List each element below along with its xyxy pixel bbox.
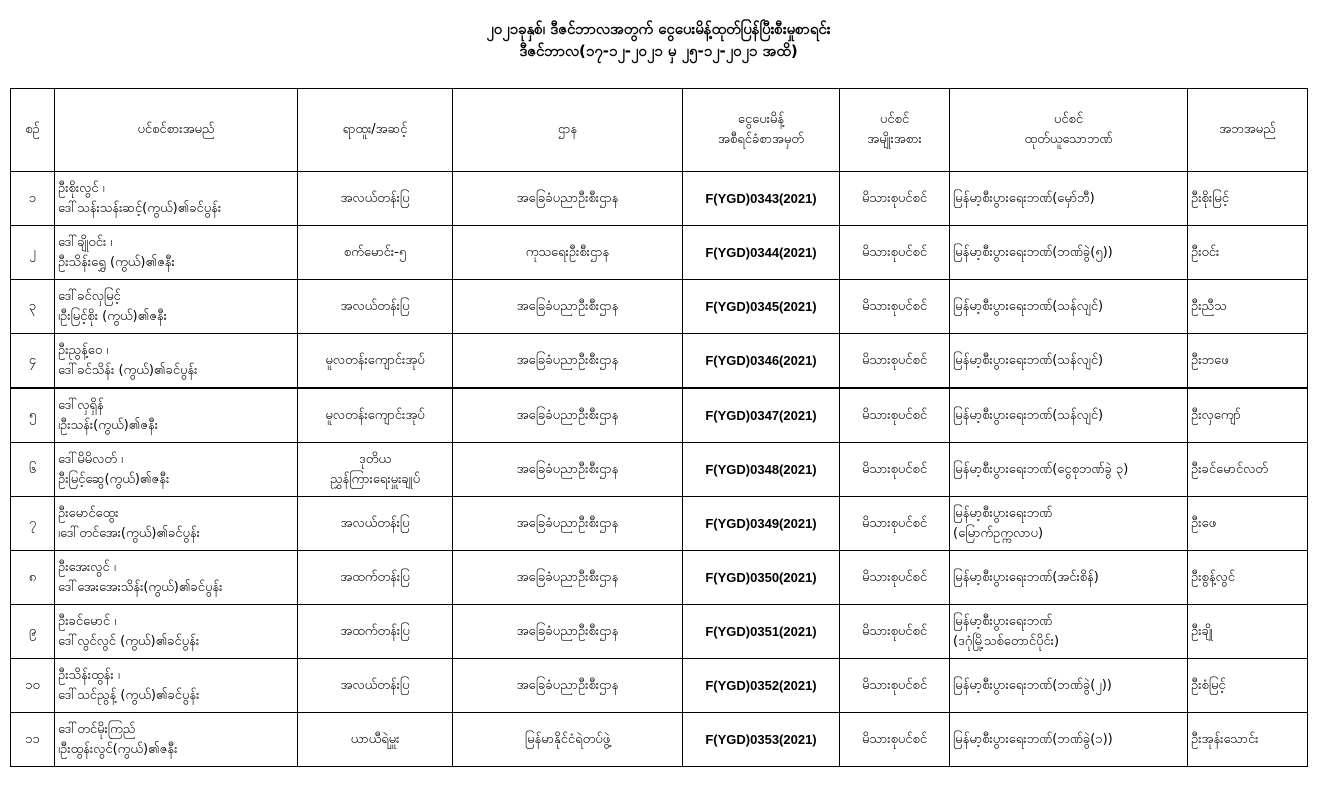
- table-row: [11, 172, 1308, 226]
- father-name: [1188, 280, 1308, 334]
- pensioner-name-line2: ဒေါ်သန်းသန်းဆင့်(ကွယ်)၏ခင်ပွန်း: [58, 200, 222, 216]
- table-row: [11, 497, 1308, 551]
- department: [453, 280, 683, 334]
- pensioner-name-line1: ဒေါ်ခင်လှမြင့်: [58, 288, 121, 304]
- row-number-text: ၁၁: [25, 731, 40, 747]
- father-name: [1188, 551, 1308, 605]
- header-bank: [950, 89, 1188, 172]
- pensioner-name-line2: ၊ဦးသန်း(ကွယ်)၏ဇနီး: [58, 417, 158, 433]
- license-number-text: F(YGD)0346(2021): [705, 352, 817, 368]
- father-name-text: ဦးခင်မောင်လတ်: [1191, 461, 1268, 477]
- issuing-bank: [950, 334, 1188, 389]
- header-participant: ပင်စင်စားအမည်: [55, 89, 298, 172]
- department: [453, 605, 683, 659]
- pension-type: [840, 497, 950, 551]
- header-license: [683, 89, 840, 172]
- pensioner-name-line2: ဦးမြင့်ဆွေ(ကွယ်)၏ဇနီး: [58, 471, 170, 487]
- license-number: [683, 172, 840, 226]
- position: [298, 388, 453, 443]
- father-name-text: ဦးအုန်းသောင်း: [1191, 731, 1259, 747]
- department-text: မြန်မာနိုင်ငံရဲတပ်ဖွဲ့: [524, 731, 611, 747]
- father-name-text: ဦးစွန့်လွင်: [1191, 569, 1235, 585]
- license-number: [683, 605, 840, 659]
- father-name-text: ဦးညီသ: [1191, 298, 1227, 314]
- table-row: [11, 605, 1308, 659]
- row-number-text: ၄: [28, 352, 37, 368]
- license-number: [683, 551, 840, 605]
- pensioner-name: [55, 388, 298, 443]
- row-number: [11, 172, 55, 226]
- header-no: စဉ်: [11, 89, 55, 172]
- row-number-text: ၇: [28, 515, 37, 531]
- father-name: [1188, 172, 1308, 226]
- father-name-text: ဦးဝင်း: [1191, 244, 1220, 260]
- license-number: [683, 713, 840, 767]
- license-number: [683, 497, 840, 551]
- table-header-row: [11, 89, 1308, 172]
- father-name: [1188, 388, 1308, 443]
- department: [453, 497, 683, 551]
- position: [298, 497, 453, 551]
- issuing-bank: [950, 388, 1188, 443]
- license-number-text: F(YGD)0351(2021): [705, 623, 817, 639]
- position: [298, 226, 453, 280]
- table-row: [11, 388, 1308, 443]
- row-number: [11, 551, 55, 605]
- pensioner-name: [55, 659, 298, 713]
- department: [453, 551, 683, 605]
- position-line1: ယာယီရဲမှူး: [350, 731, 400, 747]
- pension-type: [840, 443, 950, 497]
- issuing-bank: [950, 551, 1188, 605]
- header-father: အဘအမည်: [1188, 89, 1308, 172]
- table-body: [11, 172, 1308, 767]
- pension-type-text: မိသားစုပင်စင်: [861, 352, 928, 368]
- pension-type: [840, 172, 950, 226]
- department-text: အခြေခံပညာဦးစီးဌာန: [516, 407, 619, 423]
- row-number-text: ၅: [28, 407, 37, 423]
- father-name: [1188, 497, 1308, 551]
- position: [298, 713, 453, 767]
- row-number: [11, 659, 55, 713]
- license-number: [683, 334, 840, 389]
- position-line1: အလယ်တန်းပြ: [340, 190, 410, 206]
- pension-records-table: [10, 88, 1308, 767]
- license-number: [683, 443, 840, 497]
- department: [453, 226, 683, 280]
- pensioner-name-line1: ဦးညွန့်ဝေ ၊: [58, 342, 109, 358]
- issuing-bank: [950, 713, 1188, 767]
- father-name: [1188, 226, 1308, 280]
- issuing-bank: [950, 497, 1188, 551]
- pension-type-text: မိသားစုပင်စင်: [861, 569, 928, 585]
- position-line1: အလယ်တန်းပြ: [340, 515, 410, 531]
- pensioner-name-line2: ဦးသိန်းရွှေ (ကွယ်)၏ဇနီး: [58, 254, 175, 270]
- department-text: အခြေခံပညာဦးစီးဌာန: [516, 515, 619, 531]
- department-text: အခြေခံပညာဦးစီးဌာန: [516, 352, 619, 368]
- table-row: [11, 713, 1308, 767]
- header-issuer-line2: ထုတ်ယူသောဘဏ်: [1024, 132, 1113, 147]
- row-number: [11, 388, 55, 443]
- position-line1: မူလတန်းကျောင်းအုပ်: [325, 407, 425, 423]
- pensioner-name-line1: ဦးအေးလွင် ၊: [58, 559, 116, 575]
- pension-type-text: မိသားစုပင်စင်: [861, 298, 928, 314]
- position-line1: အလယ်တန်းပြ: [340, 677, 410, 693]
- issuing-bank: [950, 226, 1188, 280]
- row-number: [11, 605, 55, 659]
- position: [298, 172, 453, 226]
- pensioner-name-line2: ၊ဦးမြင့်စိုး (ကွယ်)၏ဇနီး: [58, 308, 167, 324]
- bank-line1: မြန်မာ့စီးပွားရေးဘဏ်(ဘဏ်ခွဲ(၂)): [953, 677, 1112, 693]
- row-number: [11, 713, 55, 767]
- row-number: [11, 443, 55, 497]
- father-name-text: ဦးချို: [1191, 623, 1213, 639]
- bank-line1: မြန်မာ့စီးပွားရေးဘဏ်(မှော်ဘီ): [953, 190, 1095, 206]
- department: [453, 659, 683, 713]
- department-text: အခြေခံပညာဦးစီးဌာန: [516, 461, 619, 477]
- position-line2: ညွှန်ကြားရေးမှူးချုပ်: [329, 471, 421, 487]
- pension-type: [840, 605, 950, 659]
- table-row: [11, 551, 1308, 605]
- pensioner-name: [55, 551, 298, 605]
- position-line1: အလယ်တန်းပြ: [340, 298, 410, 314]
- table-row: [11, 659, 1308, 713]
- department: [453, 334, 683, 389]
- pensioner-name-line2: ၊ဦးထွန်းလွင်(ကွယ်)၏ဇနီး: [58, 741, 178, 757]
- department-text: အခြေခံပညာဦးစီးဌာန: [516, 677, 619, 693]
- position-line1: စက်မောင်း-၅: [343, 244, 407, 260]
- license-number: [683, 659, 840, 713]
- pension-type-text: မိသားစုပင်စင်: [861, 623, 928, 639]
- pension-type: [840, 226, 950, 280]
- position: [298, 443, 453, 497]
- department-text: အခြေခံပညာဦးစီးဌာန: [516, 569, 619, 585]
- pensioner-name-line1: ဒေါ်မိမိလတ် ၊: [58, 451, 124, 467]
- license-number-text: F(YGD)0345(2021): [705, 298, 817, 314]
- table-row: [11, 226, 1308, 280]
- position: [298, 334, 453, 389]
- pension-type: [840, 551, 950, 605]
- issuing-bank: [950, 172, 1188, 226]
- pensioner-name: [55, 713, 298, 767]
- pensioner-name-line1: ဦးစိုးလွင် ၊: [58, 180, 105, 196]
- bank-line1: မြန်မာ့စီးပွားရေးဘဏ်(သန်လျင်): [953, 407, 1104, 423]
- license-number: [683, 226, 840, 280]
- position: [298, 280, 453, 334]
- bank-line1: မြန်မာ့စီးပွားရေးဘဏ်(သန်လျင်): [953, 352, 1104, 368]
- father-name-text: ဦးစံမြင့်: [1191, 677, 1226, 693]
- row-number-text: ၁: [28, 190, 37, 206]
- issuing-bank: [950, 605, 1188, 659]
- position: [298, 551, 453, 605]
- bank-line1: မြန်မာ့စီးပွားရေးဘဏ်: [953, 613, 1053, 629]
- pension-type: [840, 280, 950, 334]
- position: [298, 605, 453, 659]
- table-row: [11, 334, 1308, 389]
- father-name: [1188, 713, 1308, 767]
- pensioner-name: [55, 280, 298, 334]
- bank-line2: (ဒဂုံမြို့သစ်တောင်ပိုင်း): [953, 633, 1060, 649]
- bank-line1: မြန်မာ့စီးပွားရေးဘဏ်: [953, 505, 1053, 521]
- department-text: အခြေခံပညာဦးစီးဌာန: [516, 298, 619, 314]
- pensioner-name-line2: ဒေါ်အေးအေးသိန်း(ကွယ်)၏ခင်ပွန်း: [58, 579, 223, 595]
- bank-line1: မြန်မာ့စီးပွားရေးဘဏ်(ငွေစုဘဏ်ခွဲ ၃): [953, 461, 1129, 477]
- position-line1: ဒုတိယ: [358, 451, 392, 467]
- pension-type-text: မိသားစုပင်စင်: [861, 407, 928, 423]
- license-number: [683, 280, 840, 334]
- issuing-bank: [950, 280, 1188, 334]
- row-number-text: ၉: [28, 623, 37, 639]
- header-department: ဌာန: [453, 89, 683, 172]
- pensioner-name-line1: ဒေါ်တင်မိုးကြည်: [58, 721, 136, 737]
- pension-type: [840, 659, 950, 713]
- pension-type-text: မိသားစုပင်စင်: [861, 461, 928, 477]
- header-license-line2: အစီရင်ခံစာအမှတ်: [718, 132, 804, 147]
- pensioner-name-line2: ဒေါ်သင်ညွန့် (ကွယ်)၏ခင်ပွန်း: [58, 687, 200, 703]
- father-name: [1188, 605, 1308, 659]
- pension-type-text: မိသားစုပင်စင်: [861, 244, 928, 260]
- pension-type-text: မိသားစုပင်စင်: [861, 515, 928, 531]
- department: [453, 443, 683, 497]
- row-number-text: ၃: [28, 298, 37, 314]
- father-name-text: ဦးလှကျော်: [1191, 407, 1241, 423]
- pensioner-name: [55, 226, 298, 280]
- pension-type: [840, 713, 950, 767]
- bank-line1: မြန်မာ့စီးပွားရေးဘဏ်(ဘဏ်ခွဲ(၅)): [953, 244, 1113, 260]
- table-row: [11, 443, 1308, 497]
- position-line1: မူလတန်းကျောင်းအုပ်: [325, 352, 425, 368]
- row-number: [11, 334, 55, 389]
- department-text: အခြေခံပညာဦးစီးဌာန: [516, 190, 619, 206]
- header-issuer-line1: ပင်စင်: [1053, 112, 1084, 127]
- license-number-text: F(YGD)0349(2021): [705, 515, 817, 531]
- father-name-text: ဦးဘဖေ: [1191, 352, 1229, 368]
- pensioner-name-line1: ဦးသိန်းထွန်း ၊: [58, 667, 120, 683]
- row-number: [11, 280, 55, 334]
- bank-line1: မြန်မာ့စီးပွားရေးဘဏ်(သန်လျင်): [953, 298, 1104, 314]
- father-name: [1188, 443, 1308, 497]
- pensioner-name: [55, 605, 298, 659]
- pensioner-name: [55, 497, 298, 551]
- issuing-bank: [950, 443, 1188, 497]
- pension-type-text: မိသားစုပင်စင်: [861, 677, 928, 693]
- row-number: [11, 226, 55, 280]
- father-name: [1188, 659, 1308, 713]
- department: [453, 172, 683, 226]
- title-line-2: ဒီဇင်ဘာလ(၁၇-၁၂-၂၀၂၁ မှ ၂၅-၁၂-၂၀၂၁ အထိ): [519, 42, 798, 60]
- pensioner-name: [55, 443, 298, 497]
- father-name-text: ဦးစိုးမြင့်: [1191, 190, 1229, 206]
- department: [453, 388, 683, 443]
- department: [453, 713, 683, 767]
- header-position: ရာထူး/အဆင့်: [298, 89, 453, 172]
- table-row: [11, 280, 1308, 334]
- pensioner-name-line2: ဒေါ်လွင်လွင် (ကွယ်)၏ခင်ပွန်း: [58, 633, 200, 649]
- row-number-text: ၂: [29, 244, 36, 260]
- bank-line1: မြန်မာ့စီးပွားရေးဘဏ်(ဘဏ်ခွဲ(၁)): [953, 731, 1113, 747]
- father-name-text: ဦးဖေ: [1191, 515, 1216, 531]
- license-number-text: F(YGD)0343(2021): [705, 190, 817, 206]
- pensioner-name-line1: ဦးခင်မောင် ၊: [58, 613, 117, 629]
- header-pension-type: [840, 89, 950, 172]
- pension-type: [840, 334, 950, 389]
- pensioner-name-line1: ဒေါ်လှရှိန်: [58, 397, 104, 413]
- father-name: [1188, 334, 1308, 389]
- header-pension-line2: အမျိုးအစား: [867, 132, 922, 147]
- position-line1: အထက်တန်းပြ: [340, 569, 410, 585]
- license-number-text: F(YGD)0353(2021): [705, 731, 817, 747]
- department-text: အခြေခံပညာဦးစီးဌာန: [516, 623, 619, 639]
- pensioner-name: [55, 172, 298, 226]
- pension-type-text: မိသားစုပင်စင်: [861, 731, 928, 747]
- issuing-bank: [950, 659, 1188, 713]
- position-line1: အထက်တန်းပြ: [340, 623, 410, 639]
- license-number-text: F(YGD)0347(2021): [705, 407, 817, 423]
- pensioner-name: [55, 334, 298, 389]
- pensioner-name-line1: ဦးမောင်ထွေး: [58, 505, 119, 521]
- bank-line2: (မြောက်ဥက္ကလာပ): [953, 525, 1044, 541]
- pension-type: [840, 388, 950, 443]
- header-license-line1: ငွေပေးမိန့်: [737, 112, 785, 127]
- license-number-text: F(YGD)0352(2021): [705, 677, 817, 693]
- pensioner-name-line2: ၊ဒေါ်တင်အေး(ကွယ်)၏ခင်ပွန်း: [58, 525, 200, 541]
- title-line-1: ၂၀၂၁ခုနှစ်၊ ဒီဇင်ဘာလအတွက် ငွေပေးမိန့်ထုတ်ပြန်ပြီးစီးမှုစာရင်း: [486, 20, 831, 38]
- pensioner-name-line1: ဒေါ်ချိုဝင်း ၊: [58, 234, 113, 250]
- pension-type-text: မိသားစုပင်စင်: [861, 190, 928, 206]
- row-number-text: ၆: [28, 461, 37, 477]
- row-number-text: ၈: [28, 569, 37, 585]
- bank-line1: မြန်မာ့စီးပွားရေးဘဏ်(အင်းစိန်): [953, 569, 1099, 585]
- license-number-text: F(YGD)0350(2021): [705, 569, 817, 585]
- row-number-text: ၁၀: [25, 677, 40, 693]
- license-number-text: F(YGD)0344(2021): [705, 244, 817, 260]
- document-title: [0, 18, 1317, 62]
- header-pension-line1: ပင်စင်: [879, 112, 910, 127]
- license-number-text: F(YGD)0348(2021): [705, 461, 817, 477]
- pensioner-name-line2: ဒေါ်ခင်သိန်း (ကွယ်)၏ခင်ပွန်း: [58, 362, 198, 378]
- license-number: [683, 388, 840, 443]
- row-number: [11, 497, 55, 551]
- department-text: ကုသရေးဦးစီးဌာန: [525, 244, 610, 260]
- position: [298, 659, 453, 713]
